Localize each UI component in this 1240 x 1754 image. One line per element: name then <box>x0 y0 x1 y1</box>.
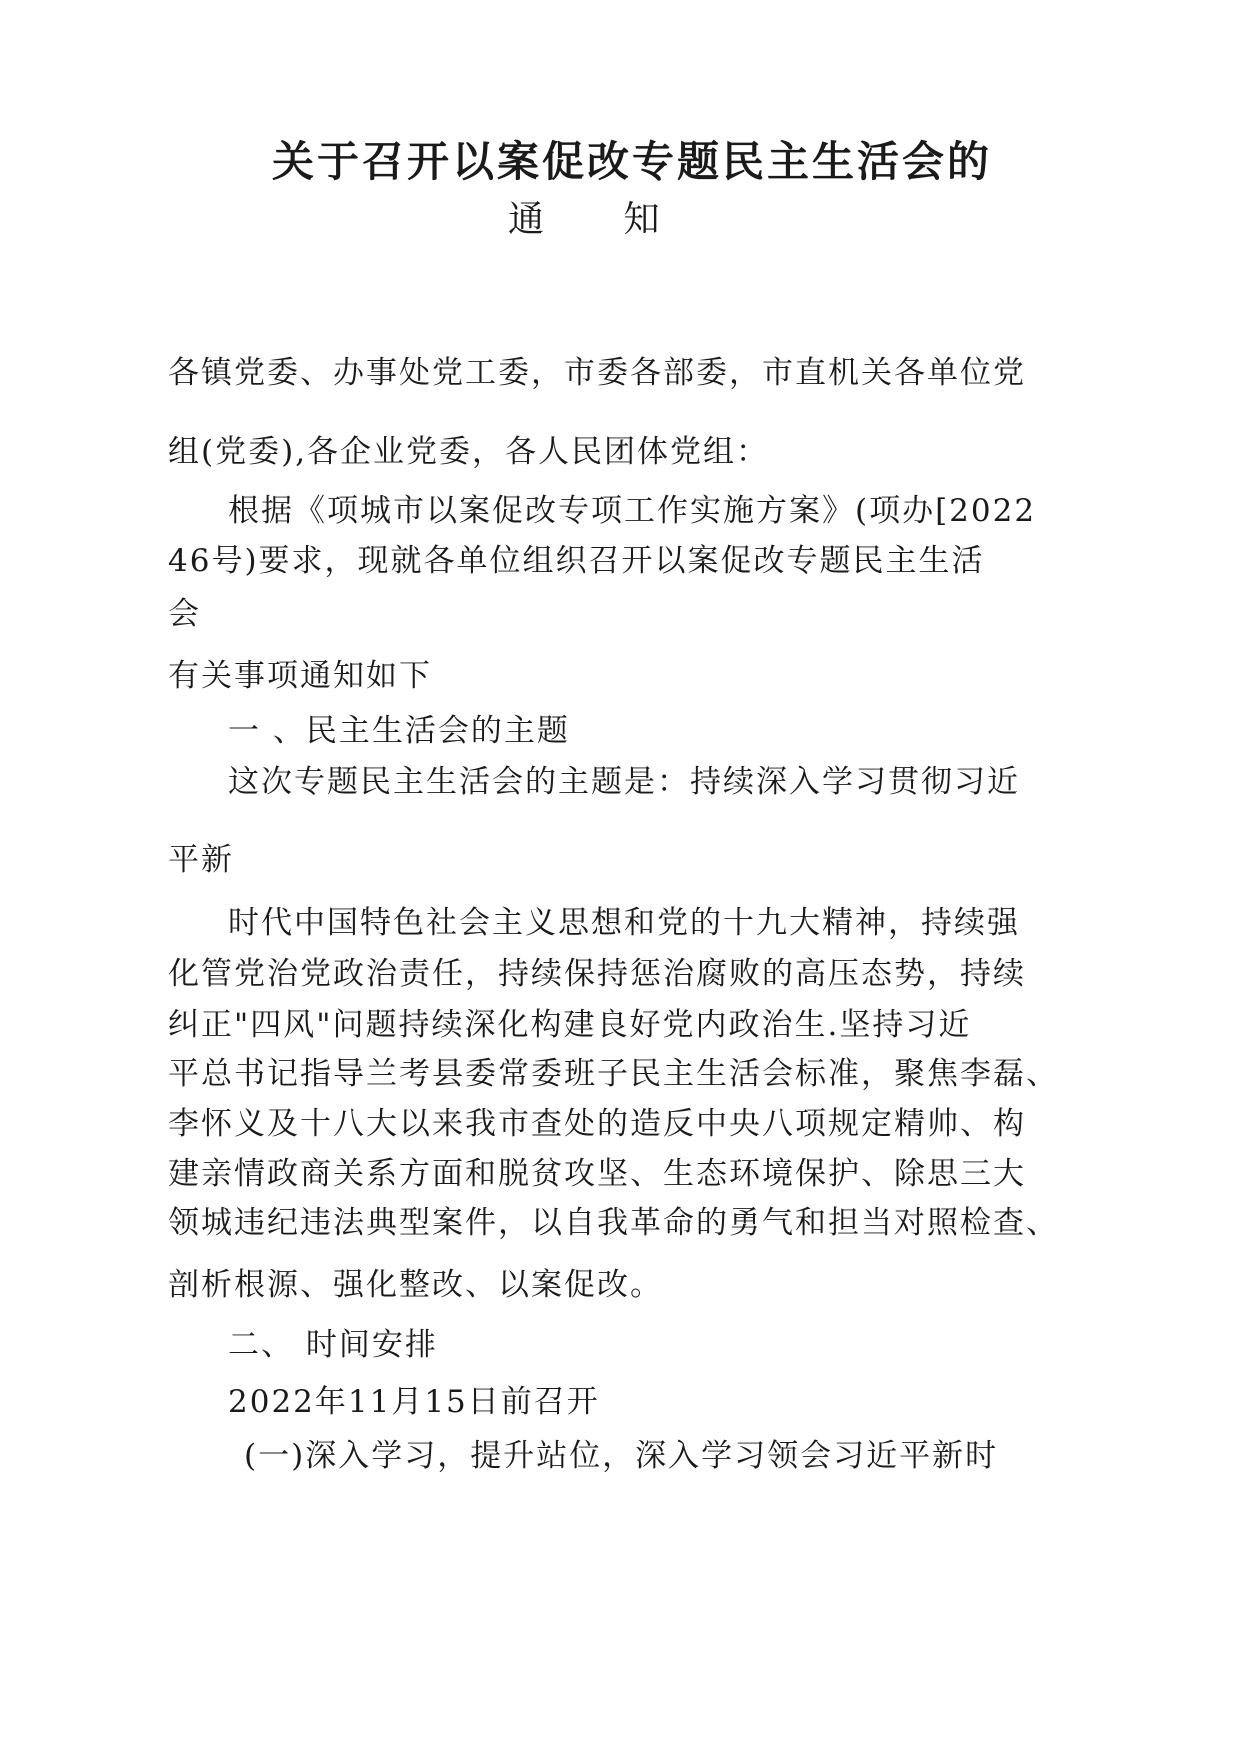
document-subtitle: 通 知 <box>508 199 694 240</box>
paragraph-line: 平新 <box>168 842 234 878</box>
section-heading-1: 一 、民主生活会的主题 <box>228 713 570 749</box>
paragraph-line: 领城违纪违法典型案件，以自我革命的勇气和担当对照检查、 <box>168 1205 1059 1241</box>
paragraph-line: 纠正"四风"问题持续深化构建良好党内政治生.坚持习近 <box>168 1007 972 1043</box>
paragraph-line: 根据《项城市以案促改专项工作实施方案》(项办[2022 <box>228 493 1037 529</box>
paragraph-line: 会 <box>168 596 201 632</box>
paragraph-line: 剖析根源、强化整改、以案促改。 <box>168 1267 663 1303</box>
paragraph-line: 这次专题民主生活会的主题是：持续深入学习贯彻习近 <box>228 764 1020 800</box>
paragraph-line: 平总书记指导兰考县委常委班子民主生活会标准，聚焦李磊、 <box>168 1056 1059 1092</box>
paragraph-line: 2022年11月15日前召开 <box>228 1384 600 1420</box>
document-title: 关于召开以案促改专题民主生活会的 <box>272 137 993 186</box>
paragraph-line: 李怀义及十八大以来我市查处的造反中央八项规定精帅、构 <box>168 1106 1026 1142</box>
paragraph-line: 建亲情政商关系方面和脱贫攻坚、生态环境保护、除思三大 <box>168 1156 1026 1192</box>
salutation-line-2: 组(党委),各企业党委，各人民团体党组： <box>168 434 770 470</box>
paragraph-line: 有关事项通知如下 <box>168 658 432 694</box>
paragraph-line: 化管党治党政治责任，持续保持惩治腐败的高压态势，持续 <box>168 956 1026 992</box>
section-heading-2: 二、 时间安排 <box>228 1327 438 1363</box>
paragraph-line: 46号)要求，现就各单位组织召开以案促改专题民主生活 <box>168 543 985 579</box>
paragraph-line: (一)深入学习，提升站位，深入学习领会习近平新时 <box>244 1438 999 1474</box>
paragraph-line: 时代中国特色社会主义思想和党的十九大精神，持续强 <box>228 905 1020 941</box>
salutation-line-1: 各镇党委、办事处党工委，市委各部委，市直机关各单位党 <box>168 355 1026 391</box>
